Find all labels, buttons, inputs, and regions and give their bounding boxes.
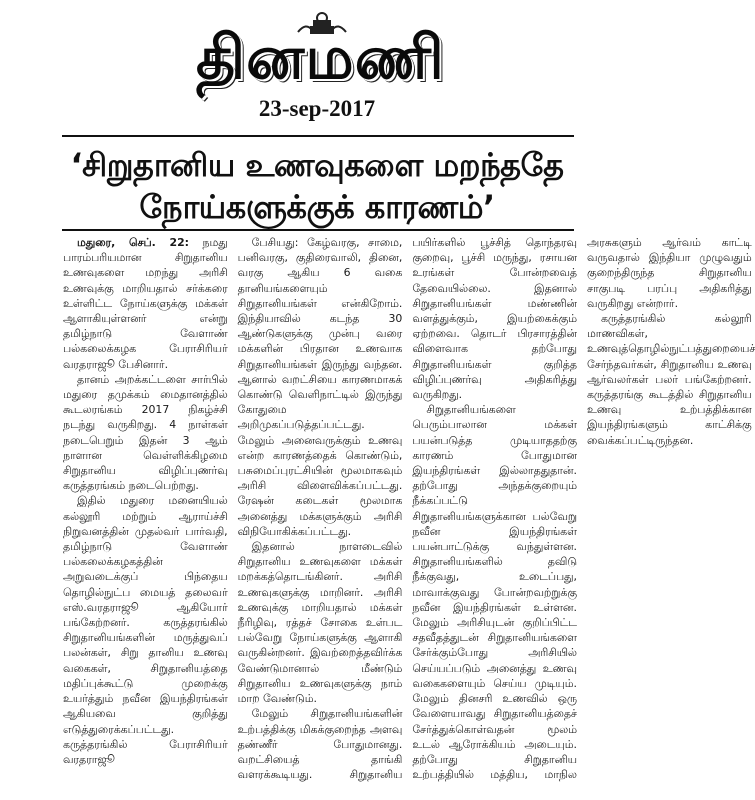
article-paragraph: இதனால் நாளடைவில் சிறுதானிய உணவுகளை மக்கள் மறக்கத்தொடங்கினர். அரிசி உணவுகளுக்கு மாறினர். அரிசி உணவுக்கு மாறியதால் மக்கள் நீரிழிவு, ரத்தச் சோகை உள்பட பல்வேறு நோய்களுக்கு ஆளாகி வருகின்றனர். இவற்றைத்தவிர்க்க வேண்டுமானால் மீண்டும் சிறுதானிய உணவுகளுக்கு நாம் மாற வேண்டும். — [237, 540, 403, 706]
article-paragraph: கருத்தரங்கில் கல்லூரி மாணவிகள், உணவுத்தொழில்நுட்பத்துறையைச் சேர்ந்தவர்கள், சிறுதானிய உணவு ஆர்வலர்கள் பலர் பங்கேற்றனர். கருத்தரங்கு கூடத்தில் சிறுதானிய உணவு உற்பத்திக்கான இயந்திரங்களும் காட்சிக்கு வைக்கப்பட்டிருந்தன. — [586, 312, 755, 447]
article-paragraph: சிறுதானியங்களை பெரும்பாலான மக்கள் பயன்படுத்த முடியாததற்கு காரணம் போதுமான இயந்திரங்கள் இல்லாததுதான். தற்போது அந்தக்குறையும் நீக்கப்பட்டு சிறுதானியங்களுக்கான பல்வேறு நவீன இயந்திரங்கள் பயன்பாட்டுக்கு வந்துள்ளன. சிறுதானியங்களில் தவிடு நீக்குவது, உடைப்பது, மாவாக்குவது போன்றவற்றுக்கு நவீன இயந்திரங்கள் உள்ளன. மேலும் அரிசியுடன் குறிப்பிட்ட சதவீதத்துடன் சிறுதானியங்களை சேர்க்கும்போது அரிசியில் செய்யப்படும் அனைத்து உணவு வகைகளையும் செய்ய முடியும். மேலும் தினசரி உணவில் ஒரு வேளையாவது சிறுதானியத்தைச் சேர்த்துக்கொள்வதன் மூலம் உடல் ஆரோக்கியம் அடையும். தற்போது சிறுதானிய உற்பத்தியில் மத்திய, மாநில அரசுகளும் ஆர்வம் காட்டி வருவதால் இந்தியா முழுவதும் குறைந்திருந்த சிறுதானிய சாகுபடி பரப்பு அதிகரித்து வருகிறது என்றார். — [412, 236, 752, 782]
headline-line-2: நோய்களுக்குக் காரணம்’ — [139, 188, 495, 226]
article-paragraph: தானம் அறக்கட்டளை சார்பில் மதுரை தமுக்கம் மைதானத்தில் கூடலரங்கம் 2017 நிகழ்ச்சி நடந்து வருகிறது. 4 நாள்கள் நடைபெறும் இதன் 3 ஆம் நாளான வெள்ளிக்கிழமை சிறுதானிய விழிப்புணர்வு கருத்தரங்கம் நடைபெற்றது. — [63, 372, 228, 493]
article-headline — [0, 144, 634, 228]
article-body — [63, 235, 755, 795]
newspaper-logo: தினமணி — [196, 23, 445, 93]
article-paragraph: பேசியது: கேழ்வரகு, சாமை, பனிவரகு, குதிரைவாலி, தினை, வரகு ஆகிய 6 வகை தானியங்களையும் சிறுதானியங்கள் என்கிறோம். இந்தியாவில் கடந்த 30 ஆண்டுகளுக்கு முன்பு வரை மக்களின் பிரதான உணவாக சிறுதானியங்கள் இருந்து வந்தன. ஆனால் வறட்சியை காரணமாகக் கொண்டு வெளிநாட்டில் இருந்து கோதுமை அறிமுகப்படுத்தப்பட்டது. மேலும் அனைவருக்கும் உணவு என்ற காரணத்தைக் கொண்டும், பசுமைப்புரட்சியின் மூலமாகவும் அரிசி விளைவிக்கப்பட்டது. ரேஷன் கடைகள் மூலமாக அனைத்து மக்களுக்கும் அரிசி விநியோகிக்கப்பட்டது. — [237, 236, 403, 538]
headline-line-1: ‘சிறுதானிய உணவுகளை மறந்ததே — [70, 146, 564, 184]
masthead — [0, 0, 634, 98]
header-divider-top — [62, 135, 574, 137]
article-paragraph: மதுரை, செப். 22: நமது பாரம்பரியமான சிறுதானிய உணவுகளை மறந்து அரிசி உணவுக்கு மாறியதால் சர்க்கரை உள்ளிட்ட நோய்களுக்கு மக்கள் ஆளாகியுள்ளனர் என்று தமிழ்நாடு வேளாண் பல்கலைக்கழக பேராசிரியர் வரதராஜூ பேசினார். — [63, 236, 228, 371]
article-paragraph: மேலும் சிறுதானியங்களின் உற்பத்திக்கு மிகக்குறைந்த அளவு தண்ணீர் போதுமானது. வறட்சியைத் தாங்கி வளரக்கூடியது. சிறுதானிய பயிர்களில் பூச்சித் தொந்தரவு குறைவு, பூச்சி மருந்து, ரசாயன உரங்கள் போன்றவைத் தேவையில்லை. இதனால் சிறுதானியங்கள் மண்ணின் வளத்துக்கும், இயற்கைக்கும் ஏற்றவை. தொடர் பிரசாரத்தின் விளைவாக தற்போது சிறுதானியங்கள் குறித்த விழிப்புணர்வு அதிகரித்து வருகிறது. — [237, 236, 577, 782]
header-divider-bottom — [62, 229, 574, 231]
publication-date: 23-sep-2017 — [258, 96, 376, 121]
article-paragraph: இதில் மதுரை மனையியல் கல்லூரி மற்றும் ஆராய்ச்சி நிறுவனத்தின் முதல்வர் பார்வதி, தமிழ்நாடு வேளாண் பல்கலைக்கழகத்தின் அறுவடைக்குப் பிந்தைய தொழில்நுட்ப மையத் தலைவர் எஸ்.வரதராஜூ ஆகியோர் பங்கேற்றனர். கருத்தரங்கில் சிறுதானியங்களின் மருத்துவப் பலன்கள், சிறு தானிய உணவு வகைகள், சிறுதானியத்தை மதிப்புக்கூட்டு முறைக்கு உயர்த்தும் நவீன இயந்திரங்கள் ஆகியவை குறித்து எடுத்துரைக்கப்பட்டது. கருத்தரங்கில் பேராசிரியர் வரதராஜூ — [63, 494, 228, 766]
article-dateline: மதுரை, செப். 22: — [77, 236, 190, 249]
